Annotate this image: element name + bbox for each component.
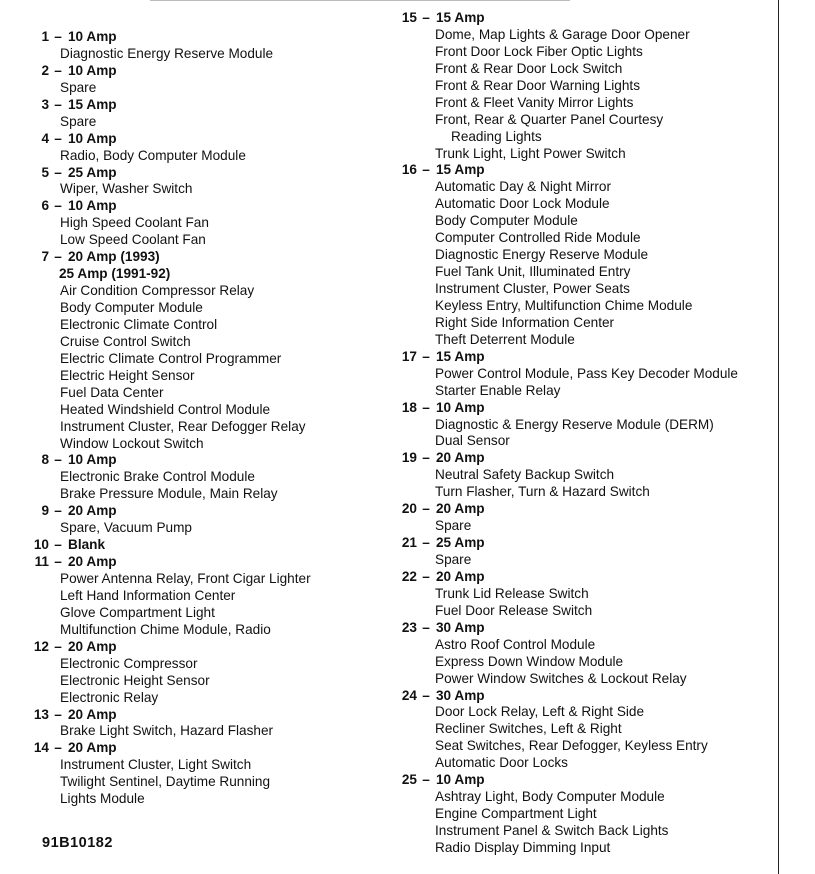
dash-separator: – bbox=[422, 162, 430, 178]
fuse-alt-rating: 25 Amp (1991-92) bbox=[59, 266, 171, 282]
dash-separator: – bbox=[422, 501, 430, 517]
circuit-item: Computer Controlled Ride Module bbox=[435, 230, 641, 246]
fuse-heading bbox=[398, 501, 738, 518]
circuit-item: Spare bbox=[435, 552, 472, 567]
top-divider bbox=[150, 0, 570, 1]
fuse-number: 20 bbox=[401, 501, 417, 517]
figure-code: 91B10182 bbox=[42, 835, 113, 851]
left-column bbox=[30, 29, 311, 808]
fuse-number: 3 bbox=[41, 96, 49, 112]
fuse-rating: 10 Amp bbox=[68, 29, 117, 44]
circuit-item: Express Down Window Module bbox=[435, 653, 624, 669]
fuse-number: 8 bbox=[41, 452, 49, 468]
fuse-entry bbox=[398, 501, 738, 535]
circuit-item: Lights Module bbox=[60, 791, 145, 807]
fuse-rating: 30 Amp bbox=[436, 619, 485, 635]
fuse-rating: 20 Amp bbox=[436, 568, 485, 584]
fuse-entry bbox=[398, 400, 738, 451]
fuse-entry bbox=[30, 452, 311, 503]
fuse-number: 13 bbox=[33, 706, 49, 722]
circuit-item: Twilight Sentinel, Daytime Running bbox=[60, 774, 271, 790]
fuse-heading bbox=[30, 452, 311, 469]
circuit-item: Dome, Map Lights & Garage Door Opener bbox=[435, 26, 690, 42]
dash-separator: – bbox=[54, 638, 62, 654]
dash-separator: – bbox=[422, 772, 430, 788]
circuit-item: Electronic Climate Control bbox=[60, 316, 218, 332]
dash-separator: – bbox=[54, 503, 62, 519]
dash-separator: – bbox=[54, 452, 62, 468]
fuse-rating: 15 Amp bbox=[436, 10, 485, 25]
right-column bbox=[398, 10, 738, 857]
circuit-item: Fuel Door Release Switch bbox=[435, 602, 593, 618]
circuit-item: Brake Pressure Module, Main Relay bbox=[60, 486, 278, 502]
dash-separator: – bbox=[54, 537, 62, 553]
fuse-entry bbox=[398, 620, 738, 688]
circuit-item: Fuel Tank Unit, Illuminated Entry bbox=[435, 264, 631, 280]
circuit-item: Spare, Vacuum Pump bbox=[60, 520, 192, 536]
fuse-number: 23 bbox=[401, 619, 417, 635]
fuse-rating: 30 Amp bbox=[436, 687, 485, 703]
circuit-item: Astro Roof Control Module bbox=[435, 636, 596, 652]
fuse-number: 21 bbox=[401, 535, 417, 551]
fuse-heading bbox=[30, 198, 311, 215]
fuse-heading bbox=[398, 10, 738, 27]
circuit-item: Ashtray Light, Body Computer Module bbox=[435, 789, 665, 805]
dash-separator: – bbox=[422, 399, 430, 415]
fuse-rating: 15 Amp bbox=[436, 348, 485, 364]
circuit-item: Diagnostic & Energy Reserve Module (DERM) bbox=[435, 416, 714, 432]
circuit-item: Seat Switches, Rear Defogger, Keyless Entry bbox=[435, 738, 708, 754]
dash-separator: – bbox=[422, 619, 430, 635]
circuit-item: Left Hand Information Center bbox=[60, 587, 236, 603]
circuit-item: Diagnostic Energy Reserve Module bbox=[435, 247, 649, 263]
fuse-rating: 25 Amp bbox=[68, 164, 117, 180]
fuse-entry bbox=[30, 249, 311, 452]
fuse-entry bbox=[30, 639, 311, 707]
fuse-heading bbox=[398, 349, 738, 366]
circuit-item: Diagnostic Energy Reserve Module bbox=[60, 45, 274, 61]
dash-separator: – bbox=[54, 164, 62, 180]
circuit-item: Electric Height Sensor bbox=[60, 367, 195, 383]
circuit-item: Automatic Door Locks bbox=[435, 755, 568, 771]
circuit-item: Instrument Cluster, Power Seats bbox=[435, 281, 630, 296]
fuse-entry bbox=[30, 63, 311, 97]
fuse-number: 22 bbox=[401, 568, 417, 584]
fuse-entry bbox=[398, 162, 738, 348]
fuse-rating: 20 Amp bbox=[68, 740, 117, 756]
circuit-item: Engine Compartment Light bbox=[435, 806, 597, 822]
circuit-item: Front, Rear & Quarter Panel Courtesy bbox=[435, 111, 664, 127]
fuse-heading bbox=[398, 535, 738, 552]
circuit-item: Glove Compartment Light bbox=[60, 604, 215, 620]
circuit-item: Wiper, Washer Switch bbox=[60, 181, 193, 197]
circuit-item: Heated Windshield Control Module bbox=[60, 401, 271, 417]
dash-separator: – bbox=[54, 249, 62, 265]
fuse-entry bbox=[398, 569, 738, 620]
circuit-item: Low Speed Coolant Fan bbox=[60, 232, 206, 248]
circuit-item: Trunk Lid Release Switch bbox=[435, 585, 589, 601]
fuse-rating: 10 Amp bbox=[68, 198, 117, 214]
dash-separator: – bbox=[54, 554, 62, 570]
fuse-heading bbox=[30, 537, 311, 554]
dash-separator: – bbox=[54, 130, 62, 146]
circuit-item: Neutral Safety Backup Switch bbox=[435, 467, 615, 483]
circuit-item: Electronic Relay bbox=[60, 689, 159, 705]
circuit-item: Brake Light Switch, Hazard Flasher bbox=[60, 723, 274, 739]
circuit-item: Electronic Compressor bbox=[60, 655, 198, 671]
circuit-item: Reading Lights bbox=[451, 128, 542, 144]
fuse-entry bbox=[398, 772, 738, 857]
fuse-rating: 20 Amp bbox=[436, 501, 485, 517]
circuit-item: Spare bbox=[60, 79, 97, 95]
fuse-number: 24 bbox=[401, 687, 417, 703]
fuse-number: 7 bbox=[41, 249, 49, 265]
fuse-rating: 20 Amp bbox=[68, 503, 117, 519]
fuse-heading bbox=[30, 97, 311, 114]
fuse-heading bbox=[30, 554, 311, 571]
circuit-item: Fuel Data Center bbox=[60, 384, 164, 400]
fuse-number: 4 bbox=[41, 130, 49, 146]
circuit-item: Instrument Cluster, Light Switch bbox=[60, 757, 252, 773]
circuit-item: Cruise Control Switch bbox=[60, 333, 191, 349]
fuse-rating: 20 Amp bbox=[436, 450, 485, 466]
fuse-number: 10 bbox=[33, 537, 49, 553]
fuse-entry bbox=[30, 97, 311, 131]
fuse-number: 16 bbox=[401, 162, 417, 178]
circuit-item: Dual Sensor bbox=[435, 433, 510, 449]
circuit-item: Right Side Information Center bbox=[435, 314, 615, 330]
fuse-rating: 10 Amp bbox=[68, 452, 117, 468]
fuse-heading bbox=[30, 63, 311, 80]
circuit-item: Front & Fleet Vanity Mirror Lights bbox=[435, 94, 634, 110]
circuit-item: Spare bbox=[60, 113, 97, 129]
dash-separator: – bbox=[54, 740, 62, 756]
fuse-heading bbox=[398, 688, 738, 705]
fuse-entry bbox=[30, 198, 311, 249]
fuse-heading bbox=[30, 131, 311, 148]
fuse-rating: 25 Amp bbox=[436, 535, 485, 551]
dash-separator: – bbox=[54, 198, 62, 214]
circuit-item: Front & Rear Door Lock Switch bbox=[435, 60, 623, 76]
fuse-rating: 20 Amp (1993) bbox=[68, 249, 160, 265]
circuit-item: Radio, Body Computer Module bbox=[60, 147, 246, 163]
fuse-entry bbox=[30, 707, 311, 741]
fuse-number: 18 bbox=[401, 399, 417, 415]
fuse-heading bbox=[30, 740, 311, 757]
fuse-entry bbox=[30, 131, 311, 165]
dash-separator: – bbox=[422, 348, 430, 364]
circuit-item: Automatic Day & Night Mirror bbox=[435, 179, 612, 195]
fuse-number: 6 bbox=[41, 198, 49, 214]
circuit-item: Power Control Module, Pass Key Decoder Module bbox=[435, 365, 738, 381]
circuit-item: Door Lock Relay, Left & Right Side bbox=[435, 704, 645, 720]
fuse-rating: 10 Amp bbox=[436, 399, 485, 415]
fuse-heading bbox=[398, 400, 738, 417]
circuit-item: Recliner Switches, Left & Right bbox=[435, 721, 622, 737]
fuse-entry bbox=[30, 503, 311, 537]
fuse-number: 2 bbox=[41, 62, 49, 78]
dash-separator: – bbox=[54, 62, 62, 78]
circuit-item: Air Condition Compressor Relay bbox=[60, 283, 255, 299]
fuse-entry bbox=[398, 450, 738, 501]
dash-separator: – bbox=[54, 96, 62, 112]
fuse-entry bbox=[30, 740, 311, 808]
dash-separator: – bbox=[54, 29, 62, 44]
circuit-item: Multifunction Chime Module, Radio bbox=[60, 621, 271, 637]
circuit-item: Automatic Door Lock Module bbox=[435, 196, 610, 212]
circuit-item: Front Door Lock Fiber Optic Lights bbox=[435, 43, 643, 59]
fuse-heading bbox=[398, 162, 738, 179]
circuit-item: Spare bbox=[435, 518, 472, 534]
circuit-item: Instrument Cluster, Rear Defogger Relay bbox=[60, 418, 306, 434]
fuse-rating: 15 Amp bbox=[436, 162, 485, 178]
fuse-entry bbox=[398, 688, 738, 773]
circuit-item: Instrument Panel & Switch Back Lights bbox=[435, 823, 669, 838]
dash-separator: – bbox=[422, 10, 430, 25]
fuse-rating: 15 Amp bbox=[68, 96, 117, 112]
fuse-number: 12 bbox=[33, 638, 49, 654]
circuit-item: High Speed Coolant Fan bbox=[60, 215, 209, 231]
circuit-item: Keyless Entry, Multifunction Chime Module bbox=[435, 297, 693, 313]
circuit-item: Turn Flasher, Turn & Hazard Switch bbox=[435, 484, 650, 500]
fuse-heading bbox=[398, 569, 738, 586]
fuse-heading bbox=[30, 249, 311, 266]
fuse-number: 5 bbox=[41, 164, 49, 180]
fuse-entry bbox=[398, 349, 738, 400]
fuse-number: 9 bbox=[41, 503, 49, 519]
dash-separator: – bbox=[422, 568, 430, 584]
dash-separator: – bbox=[54, 706, 62, 722]
fuse-entry bbox=[30, 554, 311, 639]
fuse-entry bbox=[398, 535, 738, 569]
fuse-heading bbox=[398, 772, 738, 789]
circuit-item: Theft Deterrent Module bbox=[435, 331, 575, 347]
fuse-rating: 10 Amp bbox=[68, 62, 117, 78]
fuse-entry bbox=[398, 10, 738, 162]
circuit-item: Electronic Brake Control Module bbox=[60, 469, 255, 485]
fuse-entry bbox=[30, 165, 311, 199]
circuit-item: Body Computer Module bbox=[60, 300, 203, 315]
fuse-number: 11 bbox=[34, 554, 49, 570]
fuse-rating: Blank bbox=[68, 537, 106, 553]
fuse-entry bbox=[30, 537, 311, 554]
fuse-heading bbox=[30, 29, 311, 46]
fuse-heading bbox=[30, 707, 311, 724]
fuse-number: 14 bbox=[33, 740, 49, 756]
fuse-number: 19 bbox=[401, 450, 417, 466]
fuse-rating: 20 Amp bbox=[68, 706, 117, 722]
fuse-heading bbox=[398, 450, 738, 467]
fuse-number: 1 bbox=[41, 29, 49, 44]
circuit-item: Power Window Switches & Lockout Relay bbox=[435, 670, 687, 686]
fuse-number: 25 bbox=[401, 772, 417, 788]
circuit-item: Electronic Height Sensor bbox=[60, 672, 210, 688]
fuse-rating: 20 Amp bbox=[68, 638, 117, 654]
fuse-entry bbox=[30, 29, 311, 63]
dash-separator: – bbox=[422, 687, 430, 703]
dash-separator: – bbox=[422, 450, 430, 466]
fuse-heading bbox=[30, 639, 311, 656]
circuit-item: Body Computer Module bbox=[435, 213, 578, 229]
circuit-item: Electric Climate Control Programmer bbox=[60, 350, 282, 366]
circuit-item: Window Lockout Switch bbox=[60, 435, 204, 451]
fuse-heading bbox=[30, 503, 311, 520]
fuse-number: 17 bbox=[401, 348, 417, 364]
dash-separator: – bbox=[422, 535, 430, 551]
fuse-rating: 20 Amp bbox=[68, 554, 117, 570]
circuit-item: Radio Display Dimming Input bbox=[435, 839, 611, 855]
fuse-rating: 10 Amp bbox=[436, 772, 485, 788]
circuit-item: Front & Rear Door Warning Lights bbox=[435, 77, 640, 93]
fuse-heading bbox=[30, 165, 311, 182]
circuit-item: Trunk Light, Light Power Switch bbox=[435, 145, 626, 161]
fuse-heading bbox=[398, 620, 738, 637]
circuit-item: Starter Enable Relay bbox=[435, 382, 561, 398]
fuse-rating: 10 Amp bbox=[68, 130, 117, 146]
circuit-item: Power Antenna Relay, Front Cigar Lighter bbox=[60, 571, 311, 586]
fuse-number: 15 bbox=[401, 10, 417, 25]
